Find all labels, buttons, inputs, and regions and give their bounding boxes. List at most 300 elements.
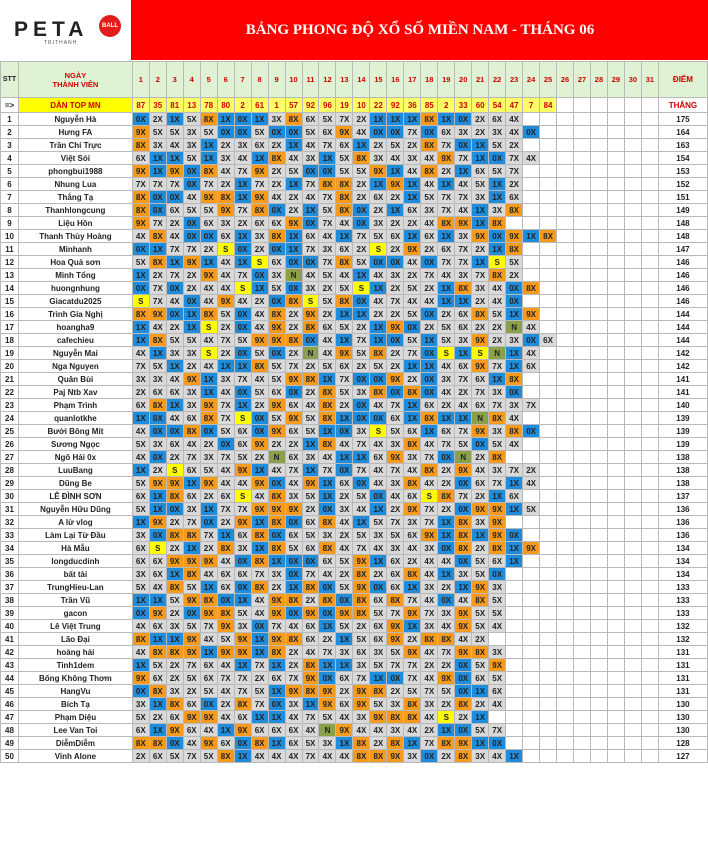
member-row [1, 308, 708, 321]
score-cell: 4X [200, 568, 217, 581]
empty-cell [574, 464, 591, 477]
empty-cell [557, 386, 574, 399]
member-points: 146 [658, 269, 707, 282]
empty-cell [540, 620, 557, 633]
empty-cell [641, 724, 658, 737]
member-points: 131 [658, 685, 707, 698]
score-cell: 1X [387, 165, 404, 178]
row-stt: 39 [1, 607, 19, 620]
score-cell: 7X [404, 672, 421, 685]
score-cell: 5X [200, 464, 217, 477]
score-cell: 7X [319, 191, 336, 204]
score-cell: 1X [200, 646, 217, 659]
score-cell: 5X [489, 165, 506, 178]
score-cell: 6X [489, 685, 506, 698]
score-cell: 4X [353, 126, 370, 139]
score-cell: 1X [336, 412, 353, 425]
member-row [1, 750, 708, 763]
score-cell: 5X [217, 308, 234, 321]
score-cell: 7X [353, 230, 370, 243]
score-cell: 6X [217, 230, 234, 243]
empty-cell [540, 685, 557, 698]
score-cell: 9X [183, 594, 200, 607]
score-cell: 6X [132, 555, 149, 568]
score-cell: 3X [404, 152, 421, 165]
empty-cell [540, 204, 557, 217]
score-cell: 8X [268, 542, 285, 555]
score-cell: 8X [319, 542, 336, 555]
empty-cell [557, 139, 574, 152]
score-cell: 1X [472, 529, 489, 542]
score-cell: 6X [251, 724, 268, 737]
empty-cell [574, 659, 591, 672]
member-name: huongnhung [18, 282, 132, 295]
score-cell: 5X [472, 607, 489, 620]
empty-cell [523, 217, 540, 230]
empty-cell [574, 438, 591, 451]
score-cell: 4X [336, 750, 353, 763]
score-cell: 3X [387, 724, 404, 737]
score-cell: 6X [438, 243, 455, 256]
score-cell: 1X [217, 113, 234, 126]
score-cell: S [234, 282, 251, 295]
top-number-cell: 33 [455, 98, 472, 113]
score-cell: 9X [183, 373, 200, 386]
empty-cell [607, 477, 624, 490]
top-number-cell: 36 [404, 98, 421, 113]
score-cell: 0X [523, 126, 540, 139]
score-cell: 1X [353, 269, 370, 282]
member-name: LÊ ĐÌNH SƠN [18, 490, 132, 503]
empty-cell [624, 542, 641, 555]
score-cell: 0X [217, 594, 234, 607]
score-cell: 2X [421, 321, 438, 334]
score-cell: 1X [353, 139, 370, 152]
score-cell: 8X [285, 633, 302, 646]
member-name: quanlotkhe [18, 412, 132, 425]
score-cell: 5X [132, 438, 149, 451]
empty-cell [574, 256, 591, 269]
score-cell: 6X [285, 399, 302, 412]
top-number-cell [641, 98, 658, 113]
member-row [1, 126, 708, 139]
score-cell: 2X [285, 204, 302, 217]
score-cell: 4X [438, 386, 455, 399]
score-cell: 8X [387, 594, 404, 607]
empty-cell [540, 633, 557, 646]
score-cell: 1X [421, 334, 438, 347]
score-cell: S [472, 347, 489, 360]
score-cell: 3X [489, 464, 506, 477]
empty-cell [641, 581, 658, 594]
score-cell: 2X [336, 529, 353, 542]
score-cell: 7X [149, 217, 166, 230]
score-cell: 2X [455, 386, 472, 399]
score-cell: 5X [438, 685, 455, 698]
empty-cell [641, 451, 658, 464]
score-cell: 0X [302, 217, 319, 230]
score-cell: 6X [132, 724, 149, 737]
score-cell: 3X [387, 438, 404, 451]
empty-cell [624, 425, 641, 438]
score-cell: 8X [404, 438, 421, 451]
score-cell: 1X [472, 152, 489, 165]
empty-cell [607, 295, 624, 308]
empty-cell [574, 295, 591, 308]
score-cell: 3X [183, 126, 200, 139]
score-cell: 9X [268, 399, 285, 412]
member-points: 137 [658, 490, 707, 503]
score-cell: S [217, 243, 234, 256]
score-cell: 8X [217, 542, 234, 555]
score-cell: 0X [370, 373, 387, 386]
top-number-cell: 81 [166, 98, 183, 113]
score-cell: 9X [183, 646, 200, 659]
score-cell: 8X [489, 269, 506, 282]
empty-cell [557, 659, 574, 672]
score-cell: 2X [472, 295, 489, 308]
score-cell: 2X [438, 399, 455, 412]
member-points: 144 [658, 321, 707, 334]
empty-cell [506, 711, 523, 724]
score-cell: 2X [217, 178, 234, 191]
member-name: Nguyễn Mai [18, 347, 132, 360]
score-cell: 8X [166, 490, 183, 503]
score-cell: 2X [268, 178, 285, 191]
score-cell: 1X [336, 633, 353, 646]
empty-cell [574, 204, 591, 217]
top-number-cell: 10 [353, 98, 370, 113]
score-cell: 7X [421, 607, 438, 620]
member-row [1, 139, 708, 152]
score-cell: 7X [251, 178, 268, 191]
arrow-marker: => [1, 98, 19, 113]
score-cell: 1X [404, 230, 421, 243]
score-cell: 1X [166, 399, 183, 412]
empty-cell [607, 139, 624, 152]
empty-cell [540, 568, 557, 581]
score-cell: 3X [166, 347, 183, 360]
score-cell: 5X [387, 425, 404, 438]
score-cell: 1X [472, 711, 489, 724]
score-cell: 3X [319, 243, 336, 256]
score-cell: 2X [438, 503, 455, 516]
score-cell: 1X [302, 438, 319, 451]
day-header: 24 [523, 62, 540, 98]
score-cell: 7X [234, 672, 251, 685]
score-cell: 1X [166, 568, 183, 581]
score-cell: 5X [353, 490, 370, 503]
score-cell: 4X [200, 334, 217, 347]
score-cell: 5X [404, 334, 421, 347]
score-cell: 2X [353, 620, 370, 633]
score-cell: 5X [200, 750, 217, 763]
empty-cell [523, 555, 540, 568]
score-cell: 3X [455, 568, 472, 581]
score-cell: 0X [370, 490, 387, 503]
empty-cell [590, 503, 607, 516]
score-cell: 9X [472, 230, 489, 243]
score-cell: 2X [336, 399, 353, 412]
score-cell: 8X [319, 516, 336, 529]
score-cell: 0X [455, 555, 472, 568]
score-cell: 8X [438, 217, 455, 230]
empty-cell [641, 191, 658, 204]
top-number-cell: 1 [268, 98, 285, 113]
score-cell: 5X [234, 334, 251, 347]
empty-cell [523, 295, 540, 308]
score-cell: 4X [217, 464, 234, 477]
score-cell: 2X [387, 685, 404, 698]
score-cell: 7X [489, 724, 506, 737]
score-cell: 5X [132, 503, 149, 516]
score-cell: 1X [506, 347, 523, 360]
score-cell: 2X [285, 321, 302, 334]
empty-cell [607, 217, 624, 230]
day-header: 2 [149, 62, 166, 98]
score-cell: 5X [336, 581, 353, 594]
score-cell: 0X [234, 243, 251, 256]
score-cell: 9X [200, 191, 217, 204]
empty-cell [574, 490, 591, 503]
score-cell: 6X [302, 516, 319, 529]
empty-cell [607, 581, 624, 594]
member-name: Phạm Diệu [18, 711, 132, 724]
score-cell: 6X [217, 737, 234, 750]
score-cell: 0X [268, 243, 285, 256]
empty-cell [523, 490, 540, 503]
score-cell: 4X [268, 191, 285, 204]
empty-cell [540, 412, 557, 425]
score-cell: 4X [421, 295, 438, 308]
score-cell: 2X [404, 139, 421, 152]
score-cell: 6X [336, 477, 353, 490]
score-cell: 8X [455, 282, 472, 295]
score-cell: 9X [336, 607, 353, 620]
member-row [1, 529, 708, 542]
score-cell: 3X [319, 737, 336, 750]
score-cell: 3X [489, 425, 506, 438]
empty-cell [557, 191, 574, 204]
score-cell: 7X [285, 360, 302, 373]
score-cell: 6X [387, 230, 404, 243]
member-name: DiễmDiễm [18, 737, 132, 750]
score-cell: 2X [302, 594, 319, 607]
score-cell: 2X [387, 360, 404, 373]
empty-cell [607, 542, 624, 555]
score-cell: 3X [217, 152, 234, 165]
member-points: 136 [658, 516, 707, 529]
score-cell: 0X [183, 178, 200, 191]
score-cell: 4X [438, 360, 455, 373]
empty-cell [590, 321, 607, 334]
score-cell: 0X [455, 477, 472, 490]
score-cell: 3X [370, 152, 387, 165]
score-cell: 3X [353, 711, 370, 724]
empty-cell [523, 685, 540, 698]
empty-cell [557, 425, 574, 438]
score-cell: 4X [132, 620, 149, 633]
empty-cell [624, 217, 641, 230]
score-cell: 4X [438, 269, 455, 282]
empty-cell [540, 321, 557, 334]
score-cell: S [370, 425, 387, 438]
empty-cell [607, 165, 624, 178]
empty-cell [607, 568, 624, 581]
score-cell: 7X [404, 126, 421, 139]
score-cell: 5X [489, 672, 506, 685]
top-row-label: DÀN TOP MN [18, 98, 132, 113]
empty-cell [624, 308, 641, 321]
score-cell: 1X [506, 360, 523, 373]
score-cell: 5X [404, 282, 421, 295]
empty-cell [624, 477, 641, 490]
score-cell: 1X [200, 503, 217, 516]
empty-cell [641, 165, 658, 178]
empty-cell [607, 503, 624, 516]
member-points: 134 [658, 542, 707, 555]
score-cell: 2X [387, 347, 404, 360]
empty-cell [590, 425, 607, 438]
empty-cell [590, 633, 607, 646]
score-cell: 6X [370, 594, 387, 607]
score-cell: 2X [370, 568, 387, 581]
member-points: 153 [658, 165, 707, 178]
score-cell: 8X [166, 698, 183, 711]
score-cell: N [506, 321, 523, 334]
score-cell: 0X [149, 191, 166, 204]
score-cell: 1X [336, 737, 353, 750]
score-cell: 6X [166, 204, 183, 217]
empty-cell [574, 386, 591, 399]
empty-cell [523, 607, 540, 620]
score-cell: 4X [370, 438, 387, 451]
score-cell: N [268, 451, 285, 464]
score-cell: 1X [455, 165, 472, 178]
score-cell: 4X [251, 750, 268, 763]
top-number-cell: 84 [540, 98, 557, 113]
score-cell: 1X [404, 737, 421, 750]
score-cell: 9X [217, 204, 234, 217]
score-cell: 0X [438, 451, 455, 464]
score-cell: 6X [387, 581, 404, 594]
score-cell: 0X [319, 503, 336, 516]
empty-cell [590, 191, 607, 204]
score-cell: 0X [370, 256, 387, 269]
member-points: 133 [658, 581, 707, 594]
score-cell: 8X [353, 152, 370, 165]
score-cell: 9X [438, 152, 455, 165]
score-cell: 4X [523, 152, 540, 165]
score-cell: 0X [387, 386, 404, 399]
empty-cell [624, 750, 641, 763]
score-cell: 3X [268, 113, 285, 126]
empty-cell [540, 295, 557, 308]
member-points: 128 [658, 737, 707, 750]
score-cell: 4X [132, 425, 149, 438]
score-cell: 4X [217, 165, 234, 178]
header-row [1, 62, 708, 98]
empty-cell [574, 230, 591, 243]
empty-cell [523, 451, 540, 464]
score-cell: 4X [336, 269, 353, 282]
score-cell: 0X [404, 321, 421, 334]
score-cell: 1X [251, 646, 268, 659]
score-cell: 4X [319, 334, 336, 347]
score-cell: 1X [285, 139, 302, 152]
empty-cell [574, 542, 591, 555]
score-cell: 3X [387, 477, 404, 490]
empty-cell [590, 581, 607, 594]
empty-cell [590, 620, 607, 633]
score-cell: 6X [489, 113, 506, 126]
member-row [1, 594, 708, 607]
score-cell: 9X [234, 464, 251, 477]
empty-cell [590, 178, 607, 191]
empty-cell [590, 438, 607, 451]
score-cell: S [234, 412, 251, 425]
member-name: Bống Không Thơm [18, 672, 132, 685]
score-cell: 2X [166, 217, 183, 230]
score-cell: 1X [285, 230, 302, 243]
score-cell: 2X [421, 243, 438, 256]
score-cell: 5X [268, 412, 285, 425]
score-cell: 0X [132, 113, 149, 126]
score-cell: 4X [285, 620, 302, 633]
row-stt: 10 [1, 230, 19, 243]
score-cell: 6X [285, 724, 302, 737]
score-cell: 9X [268, 334, 285, 347]
score-cell: 5X [506, 256, 523, 269]
score-cell: 2X [166, 659, 183, 672]
score-cell: 8X [353, 568, 370, 581]
day-header: 3 [166, 62, 183, 98]
row-stt: 42 [1, 646, 19, 659]
empty-cell [590, 685, 607, 698]
member-header-label: THÀNH VIÊN [52, 79, 99, 89]
empty-cell [574, 516, 591, 529]
top-number-cell: 92 [387, 98, 404, 113]
score-cell: 6X [421, 230, 438, 243]
score-cell: 9X [149, 607, 166, 620]
score-cell: 4X [421, 217, 438, 230]
score-cell: 4X [404, 256, 421, 269]
score-cell: 1X [251, 152, 268, 165]
score-cell: 1X [336, 230, 353, 243]
empty-cell [607, 256, 624, 269]
score-cell: 9X [523, 308, 540, 321]
score-cell: 4X [217, 685, 234, 698]
score-cell: 7X [234, 269, 251, 282]
score-cell: 0X [132, 282, 149, 295]
score-cell: 4X [404, 464, 421, 477]
empty-cell [574, 724, 591, 737]
score-cell: 0X [200, 698, 217, 711]
empty-cell [590, 139, 607, 152]
member-points: 148 [658, 217, 707, 230]
empty-cell [540, 555, 557, 568]
score-cell: 4X [319, 568, 336, 581]
score-cell: 5X [489, 438, 506, 451]
score-cell: 0X [234, 347, 251, 360]
score-cell: 2X [132, 750, 149, 763]
empty-cell [624, 438, 641, 451]
empty-cell [624, 568, 641, 581]
empty-cell [590, 204, 607, 217]
score-cell: 2X [268, 581, 285, 594]
empty-cell [557, 321, 574, 334]
score-cell: 5X [166, 126, 183, 139]
